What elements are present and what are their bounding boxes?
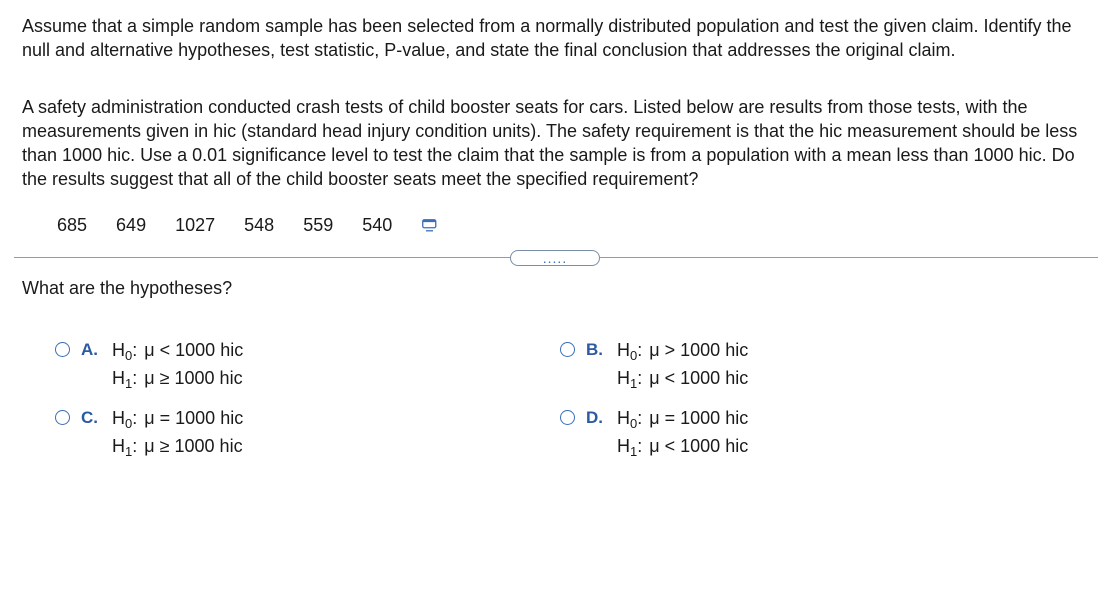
null-hypothesis	[617, 406, 748, 434]
null-hypothesis	[112, 406, 243, 434]
data-value: 559	[303, 215, 334, 235]
radio-button[interactable]	[560, 410, 575, 425]
data-value: 649	[116, 215, 147, 235]
h-relation: μ = 1000 hic	[144, 408, 244, 428]
hypotheses	[112, 406, 243, 462]
h-subscript: 1	[630, 376, 638, 391]
data-values-row	[57, 213, 437, 237]
h-colon: :	[132, 368, 138, 388]
alternative-hypothesis	[112, 366, 243, 394]
h-subscript: 1	[125, 444, 133, 459]
h-colon: :	[132, 340, 138, 360]
copy-data-icon[interactable]	[421, 217, 437, 233]
option-letter: D.	[586, 408, 603, 427]
alternative-hypothesis	[112, 434, 243, 462]
option-letter: C.	[81, 408, 98, 427]
hypotheses	[112, 338, 243, 394]
radio-button[interactable]	[560, 342, 575, 357]
h-subscript: 1	[125, 376, 133, 391]
h-subscript: 1	[630, 444, 638, 459]
null-hypothesis	[617, 338, 748, 366]
h-label: H	[617, 340, 630, 360]
option-letter: B.	[586, 340, 603, 359]
option-letter: A.	[81, 340, 98, 359]
h-relation: μ < 1000 hic	[144, 340, 244, 360]
radio-button[interactable]	[55, 342, 70, 357]
h-relation: μ < 1000 hic	[649, 368, 749, 388]
h-colon: :	[637, 408, 643, 428]
h-colon: :	[132, 408, 138, 428]
problem-text: A safety administration conducted crash tests of child booster seats for cars. Listed below are results from those tests, with the measurements given in hic (standard head injury condition units). The safety requirement is that the hic measurement should be less than 1000 hic. Use a 0.01 significance level to test the claim that the sample is from a population with a mean less than 1000 hic. Do the results suggest that all of the child booster seats meet the specified requirement?	[22, 97, 1078, 189]
option-c[interactable]	[55, 406, 243, 462]
h-relation: μ ≥ 1000 hic	[144, 368, 243, 388]
h-colon: :	[637, 436, 643, 456]
instructions-text: Assume that a simple random sample has been selected from a normally distributed population and test the given claim. Identify the null and alternative hypotheses, test statistic, P-value, and state the final conclusion that addresses the original claim.	[22, 16, 1072, 60]
question-text: What are the hypotheses?	[22, 278, 233, 298]
h-label: H	[617, 368, 630, 388]
h-relation: μ = 1000 hic	[649, 408, 749, 428]
data-value: 685	[57, 215, 88, 235]
option-a[interactable]	[55, 338, 243, 394]
option-d[interactable]	[560, 406, 748, 462]
h-label: H	[112, 368, 125, 388]
h-relation: μ < 1000 hic	[649, 436, 749, 456]
data-value: 1027	[175, 215, 216, 235]
h-subscript: 0	[125, 416, 133, 431]
hypotheses	[617, 406, 748, 462]
h-label: H	[617, 436, 630, 456]
data-value: 540	[362, 215, 393, 235]
h-label: H	[112, 408, 125, 428]
radio-button[interactable]	[55, 410, 70, 425]
h-subscript: 0	[630, 348, 638, 363]
h-subscript: 0	[125, 348, 133, 363]
h-label: H	[112, 436, 125, 456]
h-subscript: 0	[630, 416, 638, 431]
expand-more-button[interactable]: .....	[510, 250, 600, 266]
h-label: H	[617, 408, 630, 428]
alternative-hypothesis	[617, 366, 748, 394]
h-colon: :	[637, 340, 643, 360]
h-label: H	[112, 340, 125, 360]
h-relation: μ ≥ 1000 hic	[144, 436, 243, 456]
null-hypothesis	[112, 338, 243, 366]
h-colon: :	[132, 436, 138, 456]
h-relation: μ > 1000 hic	[649, 340, 749, 360]
alternative-hypothesis	[617, 434, 748, 462]
hypotheses	[617, 338, 748, 394]
option-b[interactable]	[560, 338, 748, 394]
data-value: 548	[244, 215, 275, 235]
h-colon: :	[637, 368, 643, 388]
